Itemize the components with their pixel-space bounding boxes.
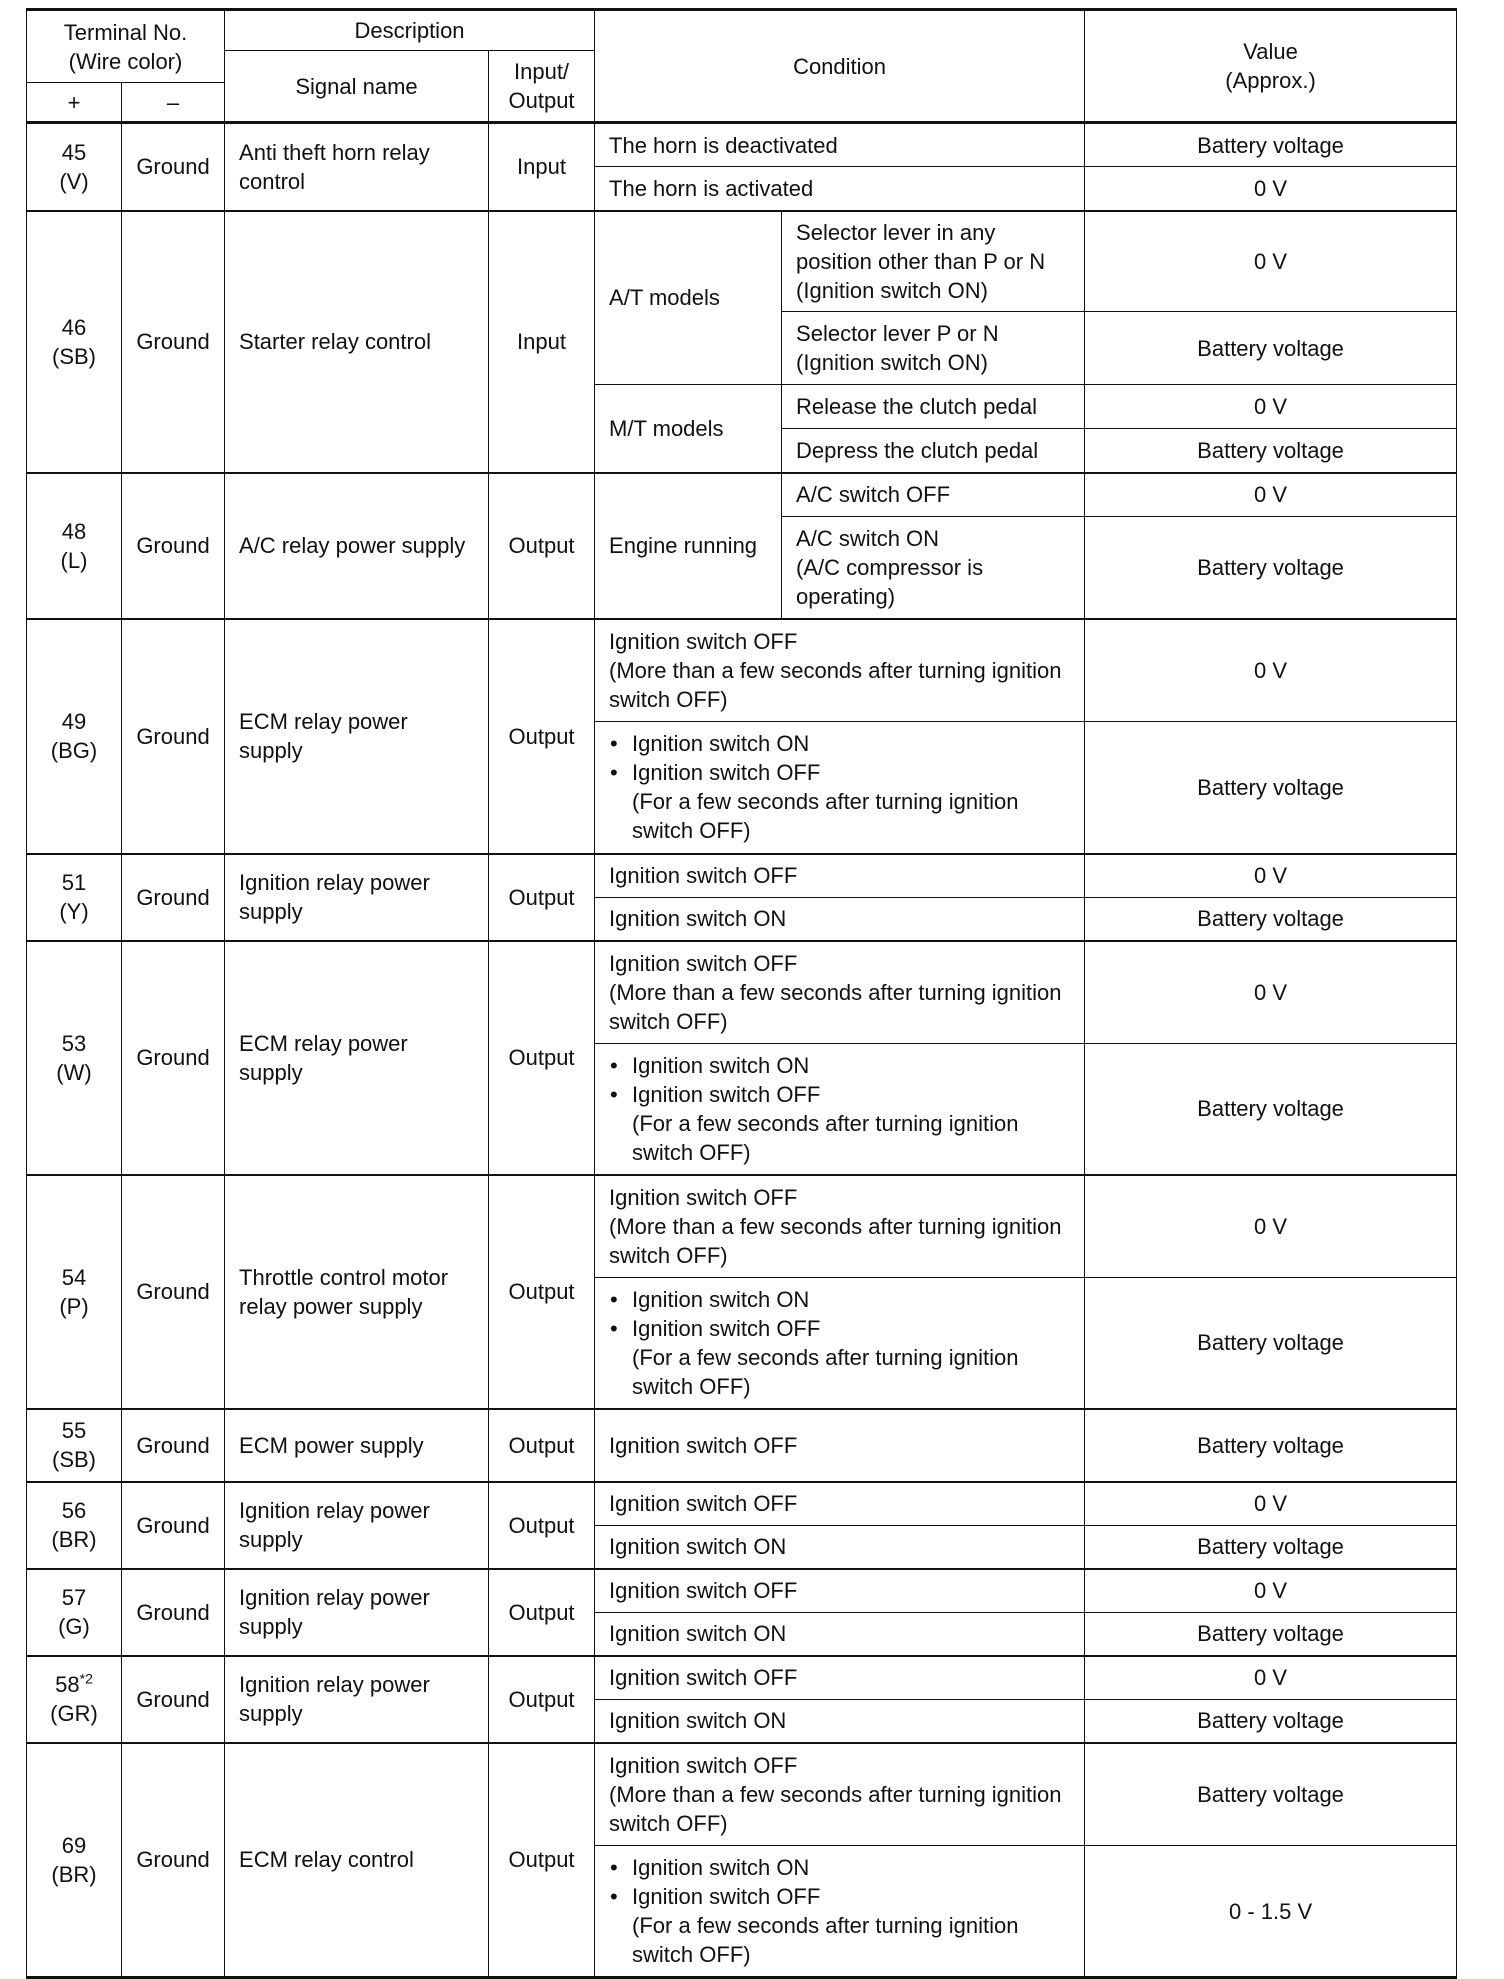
condition-cell: Selector lever in any position other than P or N (Ignition switch ON) [782, 211, 1085, 312]
signal-name-cell: ECM power supply [225, 1409, 489, 1482]
model-cell-mt: M/T models [595, 385, 782, 473]
signal-name-cell: ECM relay control [225, 1743, 489, 1978]
value-cell: Battery voltage [1085, 123, 1457, 167]
header-terminal: Terminal No. (Wire color) [27, 10, 225, 83]
list-item: • Ignition switch OFF [609, 1314, 1070, 1343]
ground-cell: Ground [122, 211, 225, 473]
value-cell: Battery voltage [1085, 1278, 1457, 1409]
io-cell: Output [489, 854, 595, 941]
condition-cell: • Ignition switch ON • Ignition switch OFF (For a few seconds after turning ignition switch OFF) [595, 1846, 1085, 1978]
list-item: • Ignition switch ON [609, 1051, 1070, 1080]
signal-name-cell: Ignition relay power supply [225, 1569, 489, 1656]
signal-name-cell: Starter relay control [225, 211, 489, 473]
terminal-cell: 55 (SB) [27, 1409, 122, 1482]
value-cell: 0 V [1085, 1569, 1457, 1613]
value-cell: Battery voltage [1085, 1743, 1457, 1846]
condition-cell: The horn is activated [595, 167, 1085, 211]
ground-cell: Ground [122, 123, 225, 211]
value-cell: Battery voltage [1085, 312, 1457, 385]
condition-cell: Ignition switch OFF (More than a few seconds after turning ignition switch OFF) [595, 1175, 1085, 1278]
io-cell: Output [489, 1409, 595, 1482]
condition-cell: Selector lever P or N (Ignition switch ON) [782, 312, 1085, 385]
ground-cell: Ground [122, 1175, 225, 1409]
condition-cell: Ignition switch ON [595, 1613, 1085, 1656]
value-cell: Battery voltage [1085, 722, 1457, 854]
condition-cell: A/C switch OFF [782, 473, 1085, 517]
condition-cell: Ignition switch OFF (More than a few seconds after turning ignition switch OFF) [595, 619, 1085, 722]
ground-cell: Ground [122, 854, 225, 941]
condition-cell: Ignition switch OFF [595, 1656, 1085, 1700]
condition-cell: The horn is deactivated [595, 123, 1085, 167]
condition-cell: • Ignition switch ON • Ignition switch OFF (For a few seconds after turning ignition switch OFF) [595, 1044, 1085, 1175]
signal-name-cell: Anti theft horn relay control [225, 123, 489, 211]
condition-list [609, 729, 1070, 787]
condition-cell: Ignition switch OFF [595, 1569, 1085, 1613]
list-item: • Ignition switch ON [609, 729, 1070, 758]
condition-cell: A/C switch ON (A/C compressor is operating) [782, 517, 1085, 619]
io-cell: Input [489, 211, 595, 473]
ground-cell: Ground [122, 1409, 225, 1482]
ground-cell: Ground [122, 473, 225, 619]
list-item: • Ignition switch OFF [609, 758, 1070, 787]
value-cell: Battery voltage [1085, 898, 1457, 941]
signal-name-cell: Ignition relay power supply [225, 854, 489, 941]
signal-name-cell: ECM relay power supply [225, 619, 489, 854]
model-cell-at: A/T models [595, 211, 782, 385]
io-cell: Output [489, 1656, 595, 1743]
terminal-cell: 69 (BR) [27, 1743, 122, 1978]
ground-cell: Ground [122, 1569, 225, 1656]
condition-cell: • Ignition switch ON • Ignition switch OFF (For a few seconds after turning ignition switch OFF) [595, 722, 1085, 854]
value-cell: 0 V [1085, 854, 1457, 898]
value-cell: 0 V [1085, 1656, 1457, 1700]
value-cell: 0 V [1085, 385, 1457, 429]
condition-cell: Release the clutch pedal [782, 385, 1085, 429]
ground-cell: Ground [122, 619, 225, 854]
signal-name-cell: ECM relay power supply [225, 941, 489, 1175]
value-cell: Battery voltage [1085, 1044, 1457, 1175]
value-cell: Battery voltage [1085, 517, 1457, 619]
terminal-cell: 56 (BR) [27, 1482, 122, 1569]
value-cell: 0 V [1085, 211, 1457, 312]
list-item: • Ignition switch OFF [609, 1080, 1070, 1109]
value-cell: 0 V [1085, 167, 1457, 211]
header-condition: Condition [595, 10, 1085, 123]
value-cell: 0 V [1085, 619, 1457, 722]
list-item: • Ignition switch OFF [609, 1882, 1070, 1911]
io-cell: Output [489, 1482, 595, 1569]
header-minus: – [122, 83, 225, 123]
terminal-cell: 54 (P) [27, 1175, 122, 1409]
value-cell: 0 - 1.5 V [1085, 1846, 1457, 1978]
terminal-cell: 46 (SB) [27, 211, 122, 473]
terminal-cell: 48 (L) [27, 473, 122, 619]
condition-list [609, 1853, 1070, 1911]
ground-cell: Ground [122, 1656, 225, 1743]
io-cell: Output [489, 473, 595, 619]
terminal-cell: 51 (Y) [27, 854, 122, 941]
signal-name-cell: Ignition relay power supply [225, 1656, 489, 1743]
condition-cell: • Ignition switch ON • Ignition switch OFF (For a few seconds after turning ignition switch OFF) [595, 1278, 1085, 1409]
terminal-cell: 58$^{*2}$ (GR) [27, 1656, 122, 1743]
engine-running-cell: Engine running [595, 473, 782, 619]
value-cell: Battery voltage [1085, 1409, 1457, 1482]
value-cell: 0 V [1085, 1482, 1457, 1526]
ground-cell: Ground [122, 1482, 225, 1569]
header-plus: + [27, 83, 122, 123]
list-item: • Ignition switch ON [609, 1285, 1070, 1314]
signal-name-cell: Ignition relay power supply [225, 1482, 489, 1569]
value-cell: Battery voltage [1085, 1700, 1457, 1743]
io-cell: Input [489, 123, 595, 211]
signal-name-cell: Throttle control motor relay power supply [225, 1175, 489, 1409]
io-cell: Output [489, 1569, 595, 1656]
terminal-cell: 53 (W) [27, 941, 122, 1175]
io-cell: Output [489, 941, 595, 1175]
value-cell: 0 V [1085, 473, 1457, 517]
io-cell: Output [489, 1175, 595, 1409]
ground-cell: Ground [122, 1743, 225, 1978]
condition-list [609, 1285, 1070, 1343]
signal-name-cell: A/C relay power supply [225, 473, 489, 619]
value-cell: Battery voltage [1085, 1526, 1457, 1569]
condition-cell: Depress the clutch pedal [782, 429, 1085, 473]
value-cell: 0 V [1085, 1175, 1457, 1278]
footnote-marker: *2 [79, 1670, 93, 1687]
condition-cell: Ignition switch OFF [595, 1482, 1085, 1526]
terminal-cell: 57 (G) [27, 1569, 122, 1656]
condition-cell: Ignition switch OFF [595, 854, 1085, 898]
condition-cell: Ignition switch OFF [595, 1409, 1085, 1482]
value-cell: 0 V [1085, 941, 1457, 1044]
header-input-output: Input/ Output [489, 51, 595, 123]
header-value: Value (Approx.) [1085, 10, 1457, 123]
terminal-cell: 45 (V) [27, 123, 122, 211]
condition-cell: Ignition switch OFF (More than a few seconds after turning ignition switch OFF) [595, 941, 1085, 1044]
ground-cell: Ground [122, 941, 225, 1175]
header-description: Description [225, 10, 595, 51]
condition-list [609, 1051, 1070, 1109]
io-cell: Output [489, 1743, 595, 1978]
condition-cell: Ignition switch ON [595, 1526, 1085, 1569]
terminal-cell: 49 (BG) [27, 619, 122, 854]
header-signal-name: Signal name [225, 51, 489, 123]
io-cell: Output [489, 619, 595, 854]
condition-cell: Ignition switch ON [595, 1700, 1085, 1743]
terminal-spec-table [26, 8, 1457, 1979]
list-item: • Ignition switch ON [609, 1853, 1070, 1882]
condition-cell: Ignition switch OFF (More than a few seconds after turning ignition switch OFF) [595, 1743, 1085, 1846]
value-cell: Battery voltage [1085, 1613, 1457, 1656]
value-cell: Battery voltage [1085, 429, 1457, 473]
condition-cell: Ignition switch ON [595, 898, 1085, 941]
